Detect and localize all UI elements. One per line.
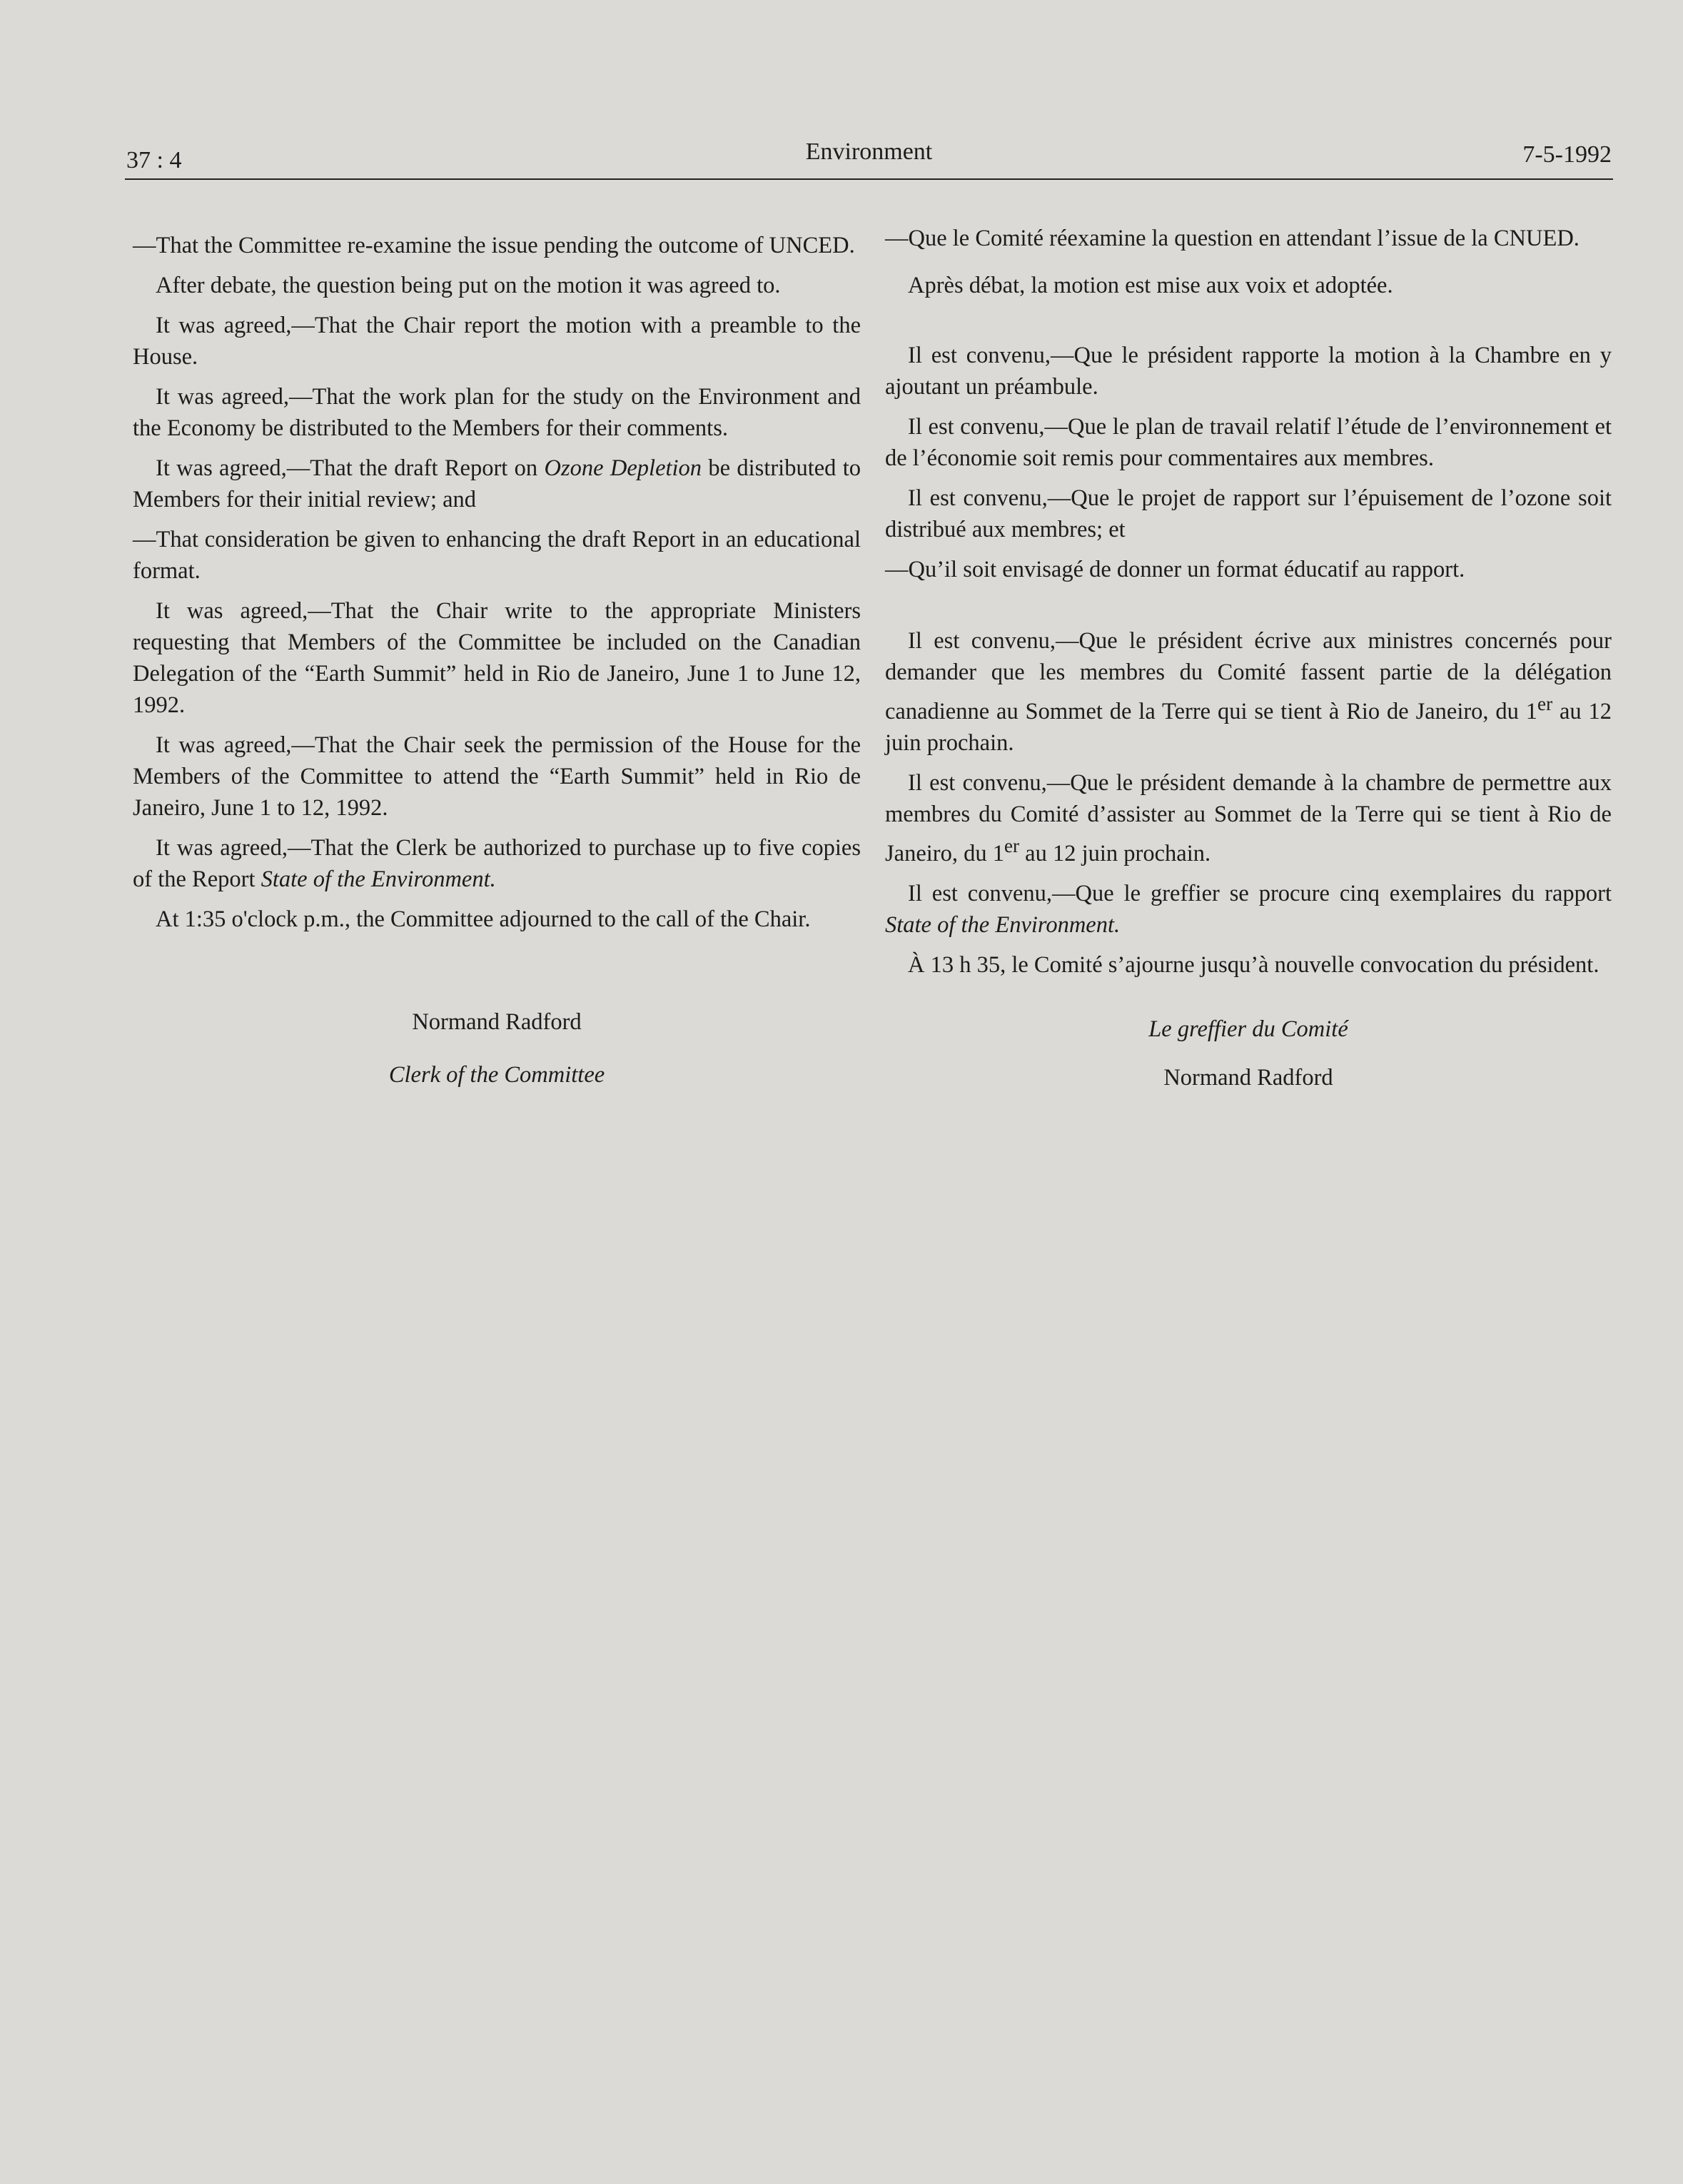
paragraph-draft-report-fr: Il est convenu,—Que le projet de rapport sur l’épuisement de l’ozone soit distribué aux membres; et (885, 485, 1612, 542)
english-column (133, 230, 861, 1091)
paragraph-after-debate: After debate, the question being put on the motion it was agreed to. (156, 273, 781, 298)
paragraph-educational-format: —That consideration be given to enhancing the draft Report in an educational format. (133, 527, 861, 584)
paragraph-work-plan-fr: Il est convenu,—Que le plan de travail relatif l’étude de l’environnement et de l’économie soit remis pour commentaires aux membres. (885, 414, 1612, 471)
signature-name-fr: Normand Radford (1163, 1064, 1333, 1091)
text-segment: Il est convenu,—Que le président écrive aux ministres concernés pour demander que les membres du Comité fassent partie de la délégation canadienne au Sommet de la Terre qui se tient à Rio de Janeiro, du 1 (885, 628, 1612, 724)
page-date: 7-5-1992 (1522, 141, 1612, 168)
paragraph-adjournment: At 1:35 o'clock p.m., the Committee adjourned to the call of the Chair. (156, 906, 811, 932)
text-segment: It was agreed,—That the Clerk be authorized to purchase up to five copies of the Report (133, 835, 861, 892)
paragraph-clerk-purchase (133, 832, 861, 895)
paragraph-educational-format-fr: —Qu’il soit envisagé de donner un format éducatif au rapport. (885, 557, 1465, 582)
signature-name: Normand Radford (412, 1009, 582, 1035)
paragraph-adjournment-fr: À 13 h 35, le Comité s’ajourne jusqu’à nouvelle convocation du président. (908, 951, 1599, 978)
paragraph-chair-report-fr: Il est convenu,—Que le président rapporte la motion à la Chambre en y ajoutant un préambule. (885, 343, 1612, 400)
paragraph-chair-write: It was agreed,—That the Chair write to the appropriate Ministers requesting that Members of the Committee be included on the Canadian Delegation of the “Earth Summit” held in Rio de Janeiro, June 1 to June 12, 1992. (133, 598, 861, 718)
paragraph-work-plan: It was agreed,—That the work plan for the study on the Environment and the Economy be distributed to the Members for their comments. (133, 384, 861, 441)
paragraph-reexamine: —That the Committee re-examine the issue pending the outcome of UNCED. (133, 233, 855, 258)
paragraph-clerk-purchase-fr (885, 878, 1612, 941)
superscript: er (1004, 834, 1020, 856)
text-segment: Il est convenu,—Que le greffier se procure cinq exemplaires du rapport (908, 880, 1612, 906)
paragraph-chair-write-fr (885, 625, 1612, 759)
running-header (125, 140, 1613, 180)
text-segment: au 12 juin prochain. (1019, 840, 1211, 866)
paragraph-permission-fr (885, 767, 1612, 869)
text-segment: Il est convenu,—Que le président demande à la chambre de permettre aux membres du Comité d’assister au Sommet de la Terre qui se tient à Rio de Janeiro, du 1 (885, 769, 1612, 866)
text-segment: be distributed to Members for their initial review; and (133, 455, 861, 512)
text-segment: It was agreed,—That the draft Report on (156, 455, 545, 481)
paragraph-draft-report (133, 453, 861, 515)
text-segment: au 12 juin prochain. (885, 698, 1612, 756)
italic-title: State of the Environment. (885, 911, 1121, 938)
superscript: er (1537, 693, 1553, 714)
italic-title: State of the Environment. (261, 866, 496, 892)
paragraph-chair-report: It was agreed,—That the Chair report the motion with a preamble to the House. (133, 313, 861, 370)
french-column (885, 223, 1612, 1093)
paragraph-permission: It was agreed,—That the Chair seek the permission of the House for the Members of the Committee to attend the “Earth Summit” held in Rio de Janeiro, June 1 to 12, 1992. (133, 732, 861, 821)
paragraph-after-debate-fr: Après débat, la motion est mise aux voix et adoptée. (908, 273, 1393, 298)
signature-title-fr: Le greffier du Comité (1148, 1016, 1348, 1042)
page-title: Environment (805, 138, 933, 165)
show-through-texture (128, 1156, 1556, 2013)
page-number: 37 : 4 (126, 147, 182, 173)
paragraph-reexamine-fr: —Que le Comité réexamine la question en attendant l’issue de la CNUED. (885, 226, 1580, 251)
signature-title: Clerk of the Committee (388, 1062, 605, 1088)
italic-title: Ozone Depletion (544, 455, 702, 481)
